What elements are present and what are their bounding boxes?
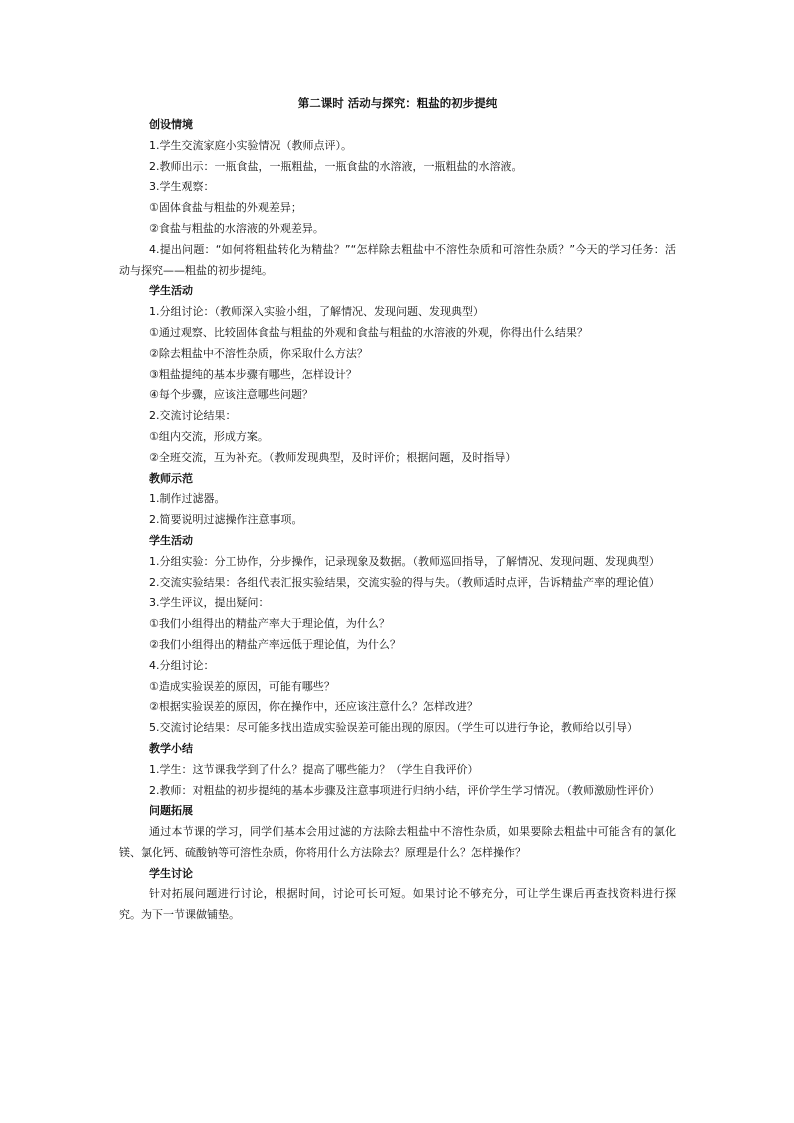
- page-title: 第二课时 活动与探究：粗盐的初步提纯: [297, 96, 498, 110]
- paragraph-line: ①固体食盐与粗盐的外观差异；: [149, 201, 302, 215]
- paragraph-line: ②我们小组得出的精盐产率远低于理论值，为什么？: [149, 637, 401, 651]
- paragraph-extension: 通过本节课的学习，同学们基本会用过滤的方法除去粗盐中不溶性杂质，如果要除去粗盐中可能含有的氯化镁、氯化钙、硫酸钠等可溶性杂质，你将用什么方法除去？原理是什么？怎样操作？: [119, 825, 676, 859]
- paragraph-line: 1.学生：这节课我学到了什么？提高了哪些能力？（学生自我评价）: [149, 762, 479, 776]
- paragraph-line: ①通过观察、比较固体食盐与粗盐的外观和食盐与粗盐的水溶液的外观，你得出什么结果？: [149, 325, 588, 339]
- paragraph-line: ②全班交流，互为补充。（教师发现典型，及时评价；根据问题，及时指导）: [149, 450, 517, 464]
- paragraph-line: 3.学生评议，提出疑问：: [149, 596, 270, 610]
- section-heading-teacher-demo: 教师示范: [149, 471, 193, 485]
- paragraph-line: 3.学生观察：: [149, 180, 215, 194]
- paragraph-line: ②根据实验误差的原因，你在操作中，还应该注意什么？怎样改进？: [149, 700, 478, 714]
- section-heading-student-activity-2: 学生活动: [149, 533, 193, 547]
- paragraph-discussion: 针对拓展问题进行讨论，根据时间，讨论可长可短。如果讨论不够充分，可让学生课后再查找资料进行探究。为下一节课做铺垫。: [119, 887, 676, 922]
- paragraph-line: 2.教师出示：一瓶食盐，一瓶粗盐，一瓶食盐的水溶液，一瓶粗盐的水溶液。: [149, 159, 523, 173]
- paragraph-exchange-results: 2.交流实验结果：各组代表汇报实验结果，交流实验的得与失。（教师适时点评，告诉精盐产率的理论值）: [149, 575, 660, 589]
- section-heading-summary: 教学小结: [149, 741, 193, 755]
- paragraph-line: 1.学生交流家庭小实验情况（教师点评）。: [149, 138, 352, 152]
- section-heading-scenario: 创设情境: [149, 118, 193, 131]
- paragraph-line: ②除去粗盐中不溶性杂质，你采取什么方法？: [149, 346, 368, 360]
- paragraph-line: ③粗盐提纯的基本步骤有哪些，怎样设计？: [149, 367, 357, 381]
- paragraph-discussion-results: 5.交流讨论结果：尽可能多找出造成实验误差可能出现的原因。（学生可以进行争论，教师给以引导）: [149, 721, 638, 735]
- paragraph-line: 2.交流讨论结果：: [149, 409, 237, 423]
- paragraph-line: 1.分组讨论：（教师深入实验小组，了解情况、发现问题、发现典型）: [149, 305, 484, 319]
- paragraph-line: ①我们小组得出的精盐产率大于理论值，为什么？: [149, 617, 390, 631]
- paragraph-line: ④每个步骤，应该注意哪些问题？: [149, 388, 313, 402]
- section-heading-discussion: 学生讨论: [149, 866, 193, 880]
- section-heading-student-activity: 学生活动: [149, 284, 193, 298]
- paragraph-question: 4.提出问题：“如何将粗盐转化为精盐？”“怎样除去粗盐中不溶性杂质和可溶性杂质？”今天的学习任务：活动与探究——粗盐的初步提纯。: [119, 242, 676, 277]
- paragraph-line: 4.分组讨论：: [149, 658, 215, 672]
- document-page: [119, 96, 676, 926]
- paragraph-line: 1.制作过滤器。: [149, 492, 226, 506]
- paragraph-line: ①组内交流，形成方案。: [149, 429, 269, 443]
- paragraph-group-experiment: 1.分组实验：分工协作，分步操作，记录现象及数据。（教师巡回指导，了解情况、发现问题、发现典型）: [149, 554, 660, 568]
- paragraph-line: ②食盐与粗盐的水溶液的外观差异。: [149, 221, 324, 235]
- paragraph-line: 2.简要说明过滤操作注意事项。: [149, 513, 303, 527]
- paragraph-teacher-summary: 2.教师：对粗盐的初步提纯的基本步骤及注意事项进行归纳小结，评价学生学习情况。（教师激励性评价）: [149, 783, 660, 797]
- section-heading-extension: 问题拓展: [149, 804, 193, 818]
- paragraph-line: ①造成实验误差的原因，可能有哪些？: [149, 679, 335, 693]
